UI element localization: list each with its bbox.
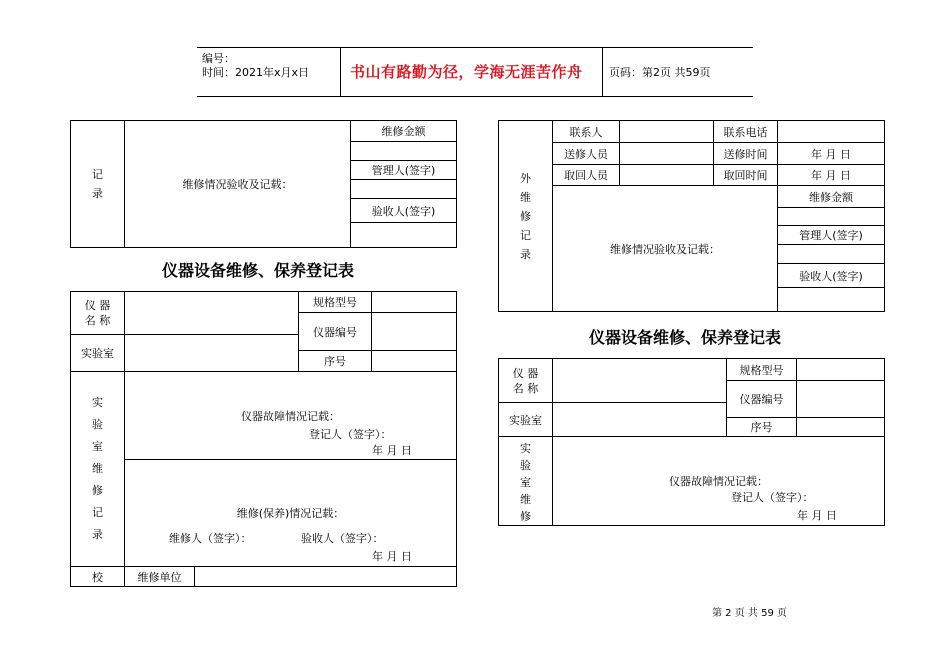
left-instrument-no-label: 仪器编号 (299, 313, 372, 351)
left-amount-label: 维修金额 (351, 121, 457, 142)
left-registrar-label: 登记人（签字）： (309, 428, 392, 441)
right-instrument-no-value[interactable] (797, 381, 885, 418)
header-divider-right (602, 47, 603, 96)
left-manager-value[interactable] (351, 180, 457, 199)
right-picker-value[interactable] (620, 165, 714, 186)
right-send-time-label: 送修时间 (714, 143, 778, 165)
header-motto: 书山有路勤为径，学海无涯苦作舟 (350, 63, 583, 81)
left-acceptor-label: 验收人(签字) (351, 199, 457, 223)
left-repair-label: 维修(保养)情况记载： (236, 507, 345, 520)
left-fault-cell[interactable] (125, 372, 457, 460)
right-acceptor-value[interactable] (778, 288, 885, 312)
header-divider-left (340, 47, 341, 96)
right-phone-label: 联系电话 (714, 121, 778, 143)
left-unit-label: 维修单位 (125, 567, 195, 587)
right-lab-repair-record-label: 实 验 室 维 修 (499, 437, 553, 526)
left-lab-repair-record-label: 实 验 室 维 修 记 录 (71, 372, 125, 567)
right-inspection-cell[interactable] (553, 186, 778, 312)
right-phone-value[interactable] (778, 121, 885, 143)
right-pick-time-label: 取回时间 (714, 165, 778, 186)
left-repair-cell[interactable] (125, 460, 457, 567)
left-acceptor-value[interactable] (351, 223, 457, 248)
left-record-table (70, 120, 457, 248)
right-instrument-name-label: 仪 器 名 称 (499, 359, 553, 403)
header-bottom-rule (197, 96, 753, 97)
left-inspection-cell[interactable] (125, 121, 351, 248)
left-record-label: 记 录 (71, 121, 125, 248)
header-number-label: 编号： (202, 52, 235, 65)
left-serial-value[interactable] (372, 351, 457, 372)
header-top-rule (197, 47, 753, 48)
right-instrument-no-label: 仪器编号 (727, 381, 797, 418)
right-form-title: 仪器设备维修、保养登记表 (589, 328, 782, 347)
left-repair-date: 年 月 日 (372, 550, 412, 563)
right-external-table (498, 120, 885, 312)
left-manager-label: 管理人(签字) (351, 161, 457, 180)
right-pick-time-value[interactable]: 年 月 日 (778, 165, 885, 186)
right-serial-value[interactable] (797, 418, 885, 437)
right-sender-label: 送修人员 (553, 143, 620, 165)
right-registrar-label: 登记人（签字）： (731, 491, 814, 504)
left-form-table (70, 291, 457, 587)
right-lab-value[interactable] (553, 403, 727, 437)
right-send-time-value[interactable]: 年 月 日 (778, 143, 885, 165)
right-serial-label: 序号 (727, 418, 797, 437)
right-contact-value[interactable] (620, 121, 714, 143)
left-acceptor2-label: 验收人（签字）： (301, 532, 384, 545)
right-amount-label: 维修金额 (778, 186, 885, 208)
right-inspection-label: 维修情况验收及记载： (610, 242, 720, 256)
header-page-label: 页码：第2页 共59页 (609, 66, 711, 79)
left-amount-value[interactable] (351, 142, 457, 161)
right-fault-date: 年 月 日 (797, 509, 837, 522)
right-instrument-name-value[interactable] (553, 359, 727, 403)
header-time-label: 时间：2021年x月x日 (202, 66, 310, 79)
left-model-value[interactable] (372, 292, 457, 313)
right-manager-label: 管理人(签字) (778, 226, 885, 245)
left-instrument-no-value[interactable] (372, 313, 457, 351)
left-fault-date: 年 月 日 (372, 444, 412, 457)
left-lab-value[interactable] (125, 335, 299, 372)
left-instrument-name-label: 仪 器 名 称 (71, 292, 125, 335)
right-lab-label: 实验室 (499, 403, 553, 437)
left-unit-value[interactable] (195, 567, 457, 587)
left-inspection-label: 维修情况验收及记载： (182, 178, 293, 191)
left-repairer-label: 维修人（签字）： (169, 532, 252, 545)
left-instrument-name-value[interactable] (125, 292, 299, 335)
right-manager-value[interactable] (778, 245, 885, 264)
left-lab-label: 实验室 (71, 335, 125, 372)
left-school-label: 校 (71, 567, 125, 587)
right-fault-cell[interactable] (553, 437, 885, 526)
right-model-label: 规格型号 (727, 359, 797, 381)
right-model-value[interactable] (797, 359, 885, 381)
right-contact-label: 联系人 (553, 121, 620, 143)
footer-page-number: 第 2 页 共 59 页 (712, 608, 787, 619)
right-sender-value[interactable] (620, 143, 714, 165)
right-amount-value[interactable] (778, 208, 885, 226)
right-fault-label: 仪器故障情况记载： (669, 475, 768, 488)
left-fault-label: 仪器故障情况记载： (241, 409, 340, 423)
left-form-title: 仪器设备维修、保养登记表 (162, 261, 355, 280)
right-form-table (498, 358, 885, 526)
right-external-label: 外 维 修 记 录 (499, 121, 553, 312)
right-acceptor-label: 验收人(签字) (778, 264, 885, 288)
right-picker-label: 取回人员 (553, 165, 620, 186)
left-serial-label: 序号 (299, 351, 372, 372)
left-model-label: 规格型号 (299, 292, 372, 313)
